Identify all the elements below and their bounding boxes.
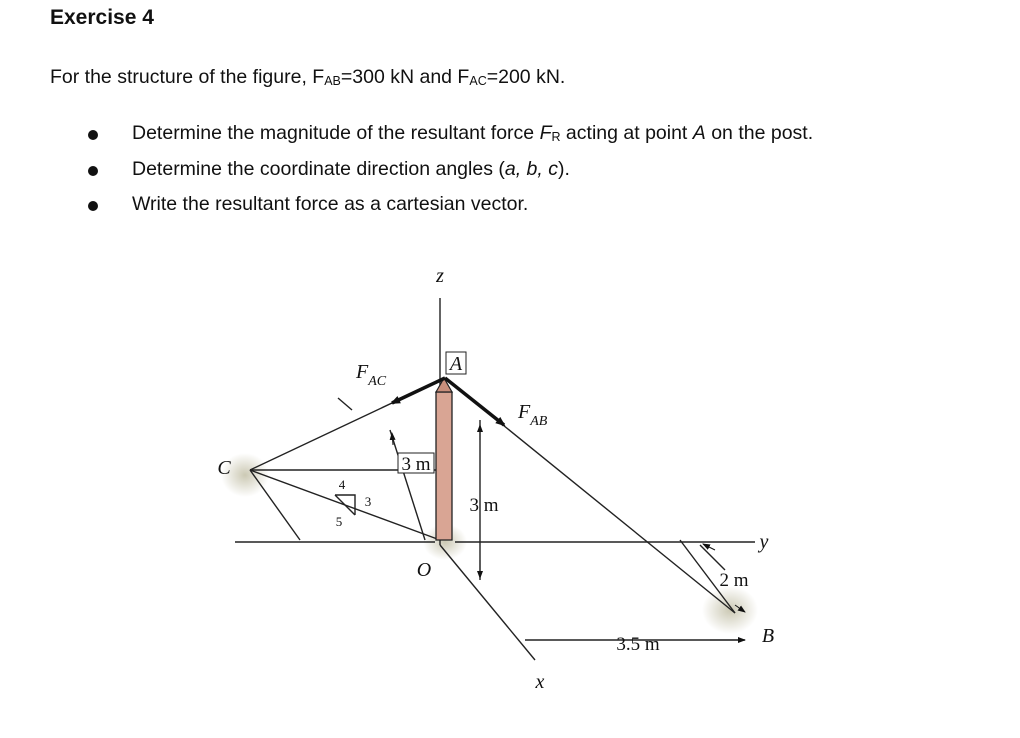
line-c-diagonal [250, 470, 300, 540]
slope-5-label: 5 [335, 514, 343, 529]
task-2-pre: Determine the coordinate direction angles ( [132, 157, 505, 180]
dim-3m-right-label: 3 m [469, 495, 499, 516]
task-1-post1: acting at point [560, 122, 693, 144]
force-ab-arrow [445, 378, 504, 425]
fac-guide [338, 398, 352, 410]
x-axis-label: x [535, 671, 545, 693]
task-1-sub: R [551, 130, 561, 144]
intro-sub-ac: AC [469, 74, 487, 88]
task-1-post2: on the post. [705, 122, 814, 144]
force-ab-label [517, 401, 548, 429]
y-axis-label: y [759, 531, 769, 553]
intro-sub-ab: AB [324, 74, 341, 88]
task-2-post: ). [558, 157, 570, 180]
intro-prefix: For the structure of the figure, F [50, 66, 325, 88]
force-ac-sub: AC [368, 374, 387, 389]
force-ac-main: F [356, 361, 369, 383]
origin-label: O [416, 559, 432, 581]
force-ac-label [355, 361, 387, 389]
exercise-title: Exercise 4 [50, 6, 154, 29]
point-c-label: C [217, 457, 231, 479]
z-axis-label: z [436, 265, 444, 287]
dim-2m-label: 2 m [719, 570, 749, 591]
task-3-text: Write the resultant force as a cartesian vector. [132, 193, 529, 215]
task-2-angles: a, b, c [504, 157, 558, 180]
x-axis [440, 545, 535, 660]
slope-hyp [335, 495, 355, 515]
force-ab-sub: AB [530, 414, 548, 429]
dim-35m-label: 3.5 m [616, 634, 660, 655]
dim-3m-left-label: 3 m [401, 454, 431, 475]
point-a-label: A [449, 353, 463, 375]
slope-3-label: 3 [364, 494, 372, 509]
slope-4-label: 4 [338, 477, 346, 492]
task-1-point: A [692, 122, 706, 144]
task-1-pre: Determine the magnitude of the resultant force [132, 122, 540, 144]
dim-arrow-1 [392, 433, 393, 445]
point-b-label: B [761, 625, 775, 647]
post [436, 392, 452, 540]
task-1-force: F [539, 122, 552, 144]
intro-mid: =300 kN and F [340, 66, 470, 88]
intro-suffix: =200 kN. [486, 66, 566, 88]
force-ab-main: F [518, 401, 531, 423]
